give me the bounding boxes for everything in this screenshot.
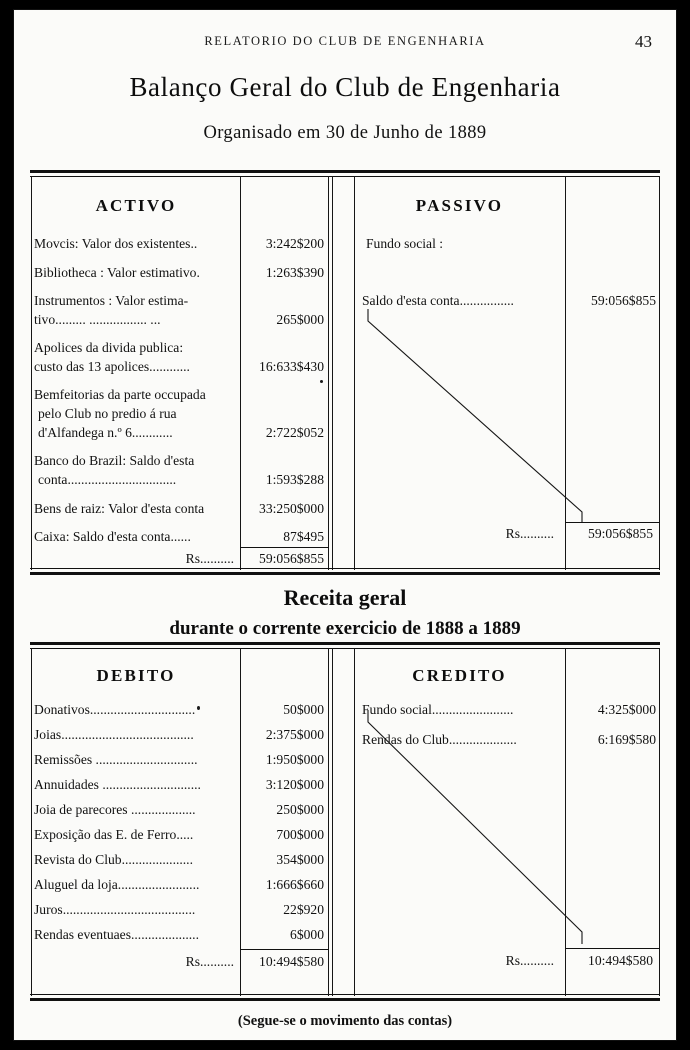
debito-row-4-amount: 250$000 (276, 802, 324, 817)
activo-row-5-amount: 1:593$288 (265, 472, 324, 487)
page-content (14, 10, 676, 1040)
credito-right-border (659, 648, 660, 996)
debito-row-4-label: Joia de parecores ................... (34, 802, 196, 817)
passivo-right-border (659, 176, 660, 570)
debito-amount-right-border (328, 648, 329, 996)
activo-row-5-label-cont: conta................................ (38, 472, 177, 487)
debito-row-2-label: Remissões .............................. (34, 752, 198, 767)
credito-heading: CREDITO (412, 666, 507, 685)
activo-right-border (332, 176, 333, 570)
debito-row-3-amount: 3:120$000 (265, 777, 324, 792)
debito-row-8-amount: 22$920 (283, 902, 324, 917)
passivo-row-0-label: Fundo social : (366, 236, 444, 251)
activo-row-3-amount: 16:633$430 (259, 359, 324, 374)
balance-bottom-rule-inner (30, 568, 660, 569)
debito-row-0-label: Donativos............................... (34, 702, 196, 717)
activo-row-2-amount: 265$000 (276, 312, 324, 327)
debito-row-2-amount: 1:950$000 (265, 752, 324, 767)
debito-row-1-amount: 2:375$000 (265, 727, 324, 742)
activo-row-1-amount: 1:263$390 (265, 265, 324, 280)
receita-bottom-rule-inner (30, 994, 660, 995)
debito-row-5-amount: 700$000 (276, 827, 324, 842)
activo-row-2-label: Instrumentos : Valor estima- (34, 293, 189, 308)
activo-row-6-label: Bens de raiz: Valor d'esta conta (34, 501, 205, 516)
activo-amount-left-border (240, 176, 241, 570)
activo-row-5-label: Banco do Brazil: Saldo d'esta (34, 453, 195, 468)
debito-total-amount: 10:494$580 (259, 954, 324, 969)
debito-row-7-label: Aluguel da loja........................ (34, 877, 200, 892)
passivo-total-amount: 59:056$855 (588, 526, 653, 541)
receita-top-rule-outer (30, 642, 660, 645)
credito-row-0-label: Fundo social........................ (362, 702, 514, 717)
credito-row-1-amount: 6:169$580 (597, 732, 656, 747)
document-page (14, 10, 676, 1040)
activo-row-4-amount: 2:722$052 (265, 425, 324, 440)
activo-row-6-amount: 33:250$000 (259, 501, 324, 516)
activo-row-3-label: Apolices da divida publica: (34, 340, 184, 355)
activo-row-3-label-cont: custo das 13 apolices............ (34, 359, 190, 374)
activo-total-label: Rs.......... (185, 551, 234, 566)
passivo-heading: PASSIVO (415, 196, 504, 215)
passivo-row-1-amount: 59:056$855 (591, 293, 656, 308)
debito-total-rule (240, 949, 329, 950)
activo-heading: ACTIVO (95, 196, 177, 215)
credito-total-label: Rs.......... (505, 953, 554, 968)
passivo-total-rule (565, 522, 659, 523)
credito-diagonal-brace (354, 648, 584, 996)
activo-total-amount: 59:056$855 (259, 551, 324, 566)
debito-row-6-label: Revista do Club..................... (34, 852, 193, 867)
debito-heading: DEBITO (96, 666, 176, 685)
debito-row-9-label: Rendas eventuaes.................... (34, 927, 199, 942)
page-title: Balanço Geral do Club de Engenharia (129, 72, 561, 102)
footnote: (Segue-se o movimento das contas) (237, 1013, 453, 1029)
passivo-row-1-label: Saldo d'esta conta................ (362, 293, 514, 308)
activo-row-0-label: Movcis: Valor dos existentes.. (34, 236, 198, 251)
activo-row-2-label-cont: tivo......... ................. ... (34, 312, 161, 327)
passivo-total-label: Rs.......... (505, 526, 554, 541)
credito-total-amount: 10:494$580 (588, 953, 653, 968)
debito-row-0-amount: 50$000 (283, 702, 324, 717)
debito-row-3-label: Annuidades ............................. (34, 777, 201, 792)
passivo-amount-left-border (565, 176, 566, 570)
debito-right-border (332, 648, 333, 996)
passivo-left-border (354, 176, 355, 570)
activo-row-7-amount: 87$495 (283, 529, 324, 544)
debito-row-6-amount: 354$000 (276, 852, 324, 867)
credito-row-1-label: Rendas do Club.................... (362, 732, 517, 747)
activo-row-0-amount: 3:242$200 (265, 236, 324, 251)
activo-total-rule (240, 547, 329, 548)
debito-row-5-label: Exposição das E. de Ferro..... (34, 827, 194, 842)
ink-speck (320, 380, 323, 383)
activo-row-4-label: Bemfeitorias da parte occupada (34, 387, 206, 402)
balance-top-rule-outer (30, 170, 660, 173)
receita-bottom-rule-outer (30, 998, 660, 1001)
activo-amount-right-border (328, 176, 329, 570)
activo-row-4-label-cont2: d'Alfandega n.º 6............ (38, 425, 173, 440)
debito-amount-left-border (240, 648, 241, 996)
ink-speck-2 (197, 706, 200, 710)
credito-amount-left-border (565, 648, 566, 996)
debito-row-8-label: Juros....................................... (34, 902, 196, 917)
receita-subtitle: durante o corrente exercicio de 1888 a 1889 (169, 618, 521, 639)
receita-title: Receita geral (283, 585, 407, 610)
activo-left-border (31, 176, 32, 570)
debito-row-1-label: Joias....................................... (34, 727, 194, 742)
debito-left-border (31, 648, 32, 996)
credito-row-0-amount: 4:325$000 (597, 702, 656, 717)
activo-row-1-label: Bibliotheca : Valor estimativo. (34, 265, 200, 280)
activo-row-7-label: Caixa: Saldo d'esta conta...... (34, 529, 191, 544)
page-subtitle: Organisado em 30 de Junho de 1889 (203, 123, 487, 143)
activo-row-4-label-cont: pelo Club no predio á rua (38, 406, 177, 421)
debito-row-7-amount: 1:666$660 (265, 877, 324, 892)
debito-total-label: Rs.......... (185, 954, 234, 969)
credito-left-border (354, 648, 355, 996)
page-number: 43 (635, 32, 652, 51)
running-head: RELATORIO DO CLUB DE ENGENHARIA (204, 34, 486, 48)
credito-total-rule (565, 948, 659, 949)
balance-bottom-rule-outer (30, 572, 660, 575)
debito-row-9-amount: 6$000 (290, 927, 324, 942)
